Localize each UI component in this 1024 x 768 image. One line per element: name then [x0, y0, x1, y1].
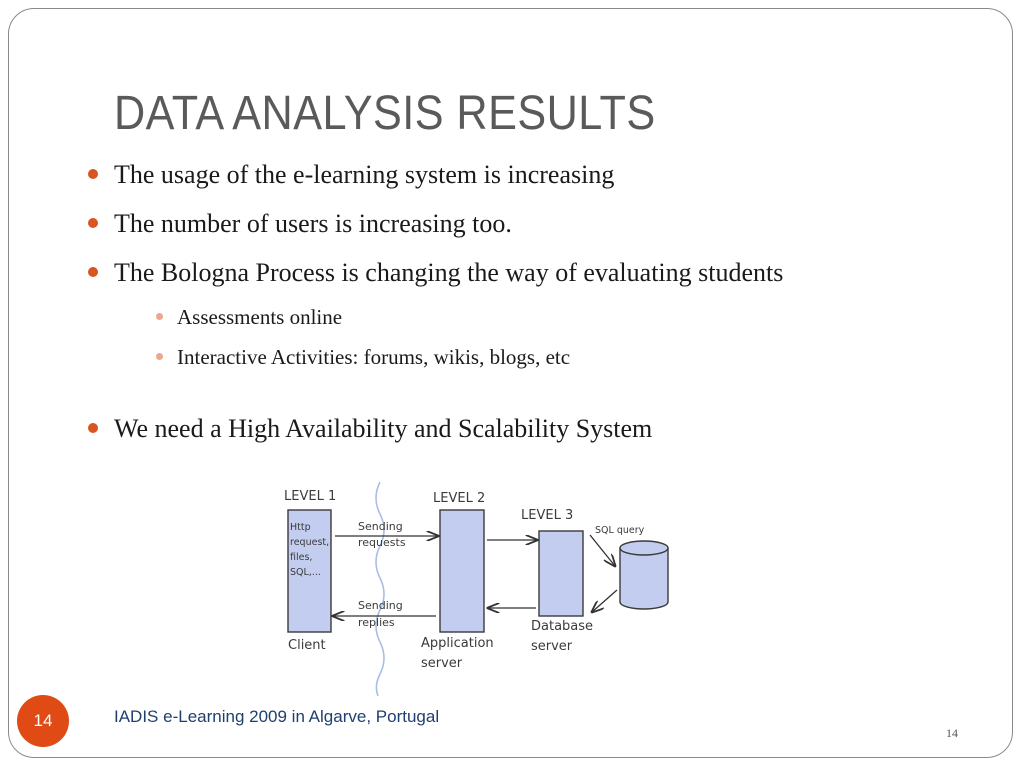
sending-requests-label: Sending [358, 520, 403, 533]
bullet-text: The number of users is increasing too. [114, 209, 512, 238]
bullet-text: We need a High Availability and Scalability System [114, 414, 653, 443]
app-server-label: Application [421, 636, 494, 651]
bullet-item [88, 258, 783, 288]
sending-requests-label: requests [358, 536, 406, 549]
database-cylinder-icon [620, 541, 668, 609]
client-box-line: Http [290, 522, 311, 533]
sql-query-arrow [590, 535, 615, 566]
bullet-dot-icon [88, 169, 98, 179]
app-server-box [440, 510, 484, 632]
page-number-badge: 14 [17, 695, 69, 747]
db-server-label: Database [531, 619, 594, 634]
architecture-diagram [270, 478, 690, 703]
subbullet-dot-icon [156, 353, 163, 360]
bullet-text: The Bologna Process is changing the way of evaluating students [114, 258, 784, 287]
level3-label: LEVEL 3 [521, 508, 574, 523]
slide-number: 14 [946, 726, 958, 740]
bullet-item [88, 160, 614, 190]
bullet-dot-icon [88, 423, 98, 433]
app-server-label: server [421, 656, 463, 671]
client-label: Client [288, 638, 326, 653]
level2-label: LEVEL 2 [433, 491, 486, 506]
client-box-line: files, [290, 552, 313, 563]
bullet-item [88, 209, 512, 239]
client-box-line: SQL,... [290, 567, 321, 578]
sending-replies-label: Sending [358, 599, 403, 612]
subbullet-dot-icon [156, 313, 163, 320]
bullet-dot-icon [88, 267, 98, 277]
sending-replies-label: replies [358, 616, 395, 629]
subbullet-item [156, 344, 570, 370]
subbullet-text: Assessments online [177, 305, 343, 329]
bullet-text: The usage of the e-learning system is increasing [114, 160, 615, 189]
bullet-item [88, 414, 652, 444]
subbullet-text: Interactive Activities: forums, wikis, blogs, etc [177, 345, 571, 369]
slide-title: DATA ANALYSIS RESULTS [114, 87, 656, 140]
sql-query-label: SQL query [595, 525, 645, 536]
sql-result-arrow [592, 590, 617, 612]
footer-text: IADIS e-Learning 2009 in Algarve, Portugal [114, 707, 440, 726]
db-server-label: server [531, 639, 573, 654]
subbullet-item [156, 304, 342, 330]
level1-label: LEVEL 1 [284, 489, 337, 504]
network-wave [376, 482, 384, 696]
db-server-box [539, 531, 583, 616]
client-box-line: request, [290, 537, 330, 548]
bullet-dot-icon [88, 218, 98, 228]
